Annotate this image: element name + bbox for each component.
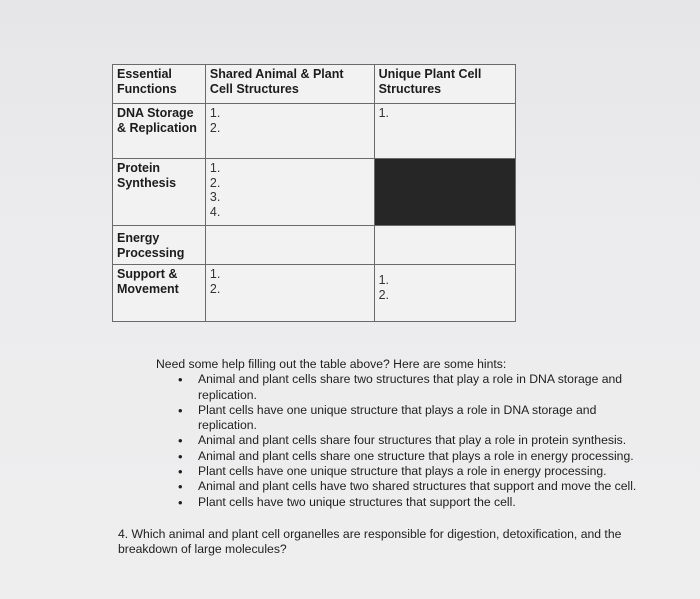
bullet-icon: • [178,494,183,510]
shared-structures-cell[interactable] [205,265,374,322]
list-number: 1. [378,106,390,120]
hint-text: Animal and plant cells have two shared structures that support and move the cell. [198,479,637,494]
list-item [176,464,656,479]
list-item [176,479,656,494]
hint-text: Animal and plant cells share two structures that play a role in DNA storage and replication. [198,372,623,402]
shared-structures-cell[interactable] [205,104,374,159]
question-4: 4. Which animal and plant cell organelles are responsible for digestion, detoxification, and the breakdown of large molecules? [118,527,622,557]
hint-text: Plant cells have two unique structures that support the cell. [198,494,516,509]
list-number: 4. [209,204,221,219]
list-item [176,495,656,510]
list-item [176,372,656,403]
header-shared-structures: Shared Animal & Plant Cell Structures [205,65,374,104]
hint-text: Animal and plant cells share one structure that plays a role in energy processing. [198,448,634,463]
list-number: 1. [209,161,221,175]
table-row [113,104,516,159]
list-number: 1. [378,273,390,287]
table-row [113,226,516,265]
header-unique-plant-structures: Unique Plant Cell Structures [374,65,515,104]
shared-structures-cell[interactable] [205,226,374,265]
function-label: Support & Movement [113,265,206,322]
function-label: DNA Storage & Replication [113,104,206,159]
list-item [176,449,656,464]
hint-list [156,372,656,510]
shared-structures-cell[interactable] [205,159,374,226]
header-essential-functions: Essential Functions [113,65,206,104]
bullet-icon: • [178,433,183,449]
unique-structures-cell[interactable] [374,265,515,322]
list-number: 1. [209,106,221,120]
bullet-icon: • [178,372,183,388]
table-header-row [113,65,516,104]
list-number: 2. [378,287,390,302]
list-number: 2. [209,281,221,296]
bullet-icon: • [178,479,183,495]
hints-section [156,357,656,510]
function-label: Protein Synthesis [113,159,206,226]
hint-text: Plant cells have one unique structure that plays a role in DNA storage and replication. [198,402,597,433]
hint-text: Plant cells have one unique structure that plays a role in energy processing. [198,464,607,479]
hints-intro: Need some help filling out the table above? Here are some hints: [156,357,507,371]
cell-structures-table [112,64,516,322]
table-row [113,159,516,226]
bullet-icon: • [178,448,183,464]
hint-text: Animal and plant cells share four structures that play a role in protein synthesis. [198,433,627,448]
list-number: 2. [209,120,221,135]
redacted-cell [374,159,515,226]
function-label: Energy Processing [113,226,206,265]
list-number: 3. [209,190,221,204]
list-number: 2. [209,175,221,190]
table-row [113,265,516,322]
bullet-icon: • [178,402,183,418]
bullet-icon: • [178,464,183,480]
list-item [176,403,656,434]
unique-structures-cell[interactable] [374,104,515,159]
unique-structures-cell[interactable] [374,226,515,265]
list-item [176,433,656,448]
list-number: 1. [209,267,221,281]
